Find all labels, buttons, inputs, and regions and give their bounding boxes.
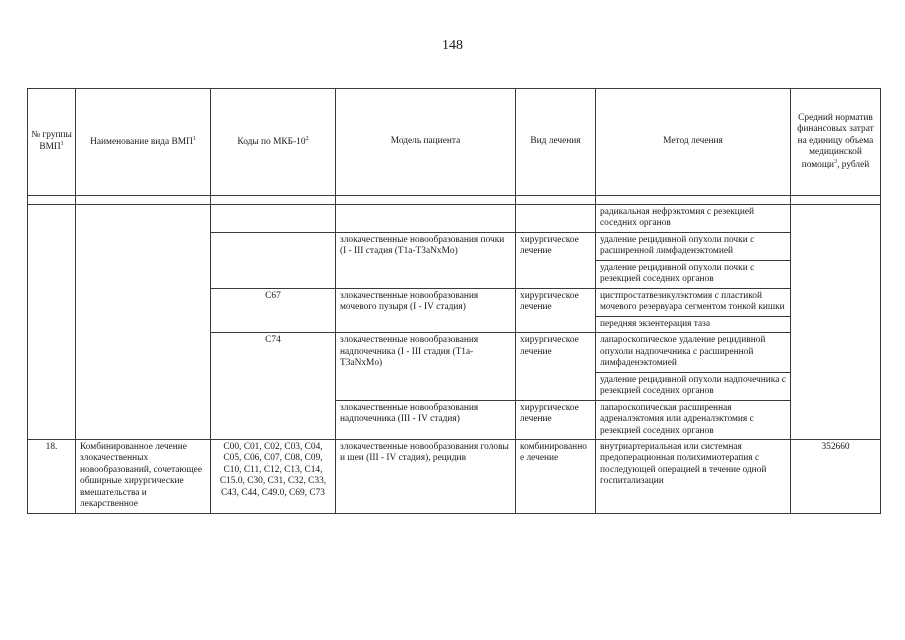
method-cell: радикальная нефрэктомия с резекцией соседних органов [596,205,791,233]
treatment-cell: хирургическое лечение [516,288,596,332]
vmp-table [27,88,881,514]
treatment-cell: хирургическое лечение [516,232,596,288]
spacer-row [28,196,881,205]
method-cell: лапароскопическое удаление рецидивной опухоли надпочечника с расширенной лимфаденэктомией [596,333,791,372]
header-icd-codes: Коды по МКБ-$10^2$ [211,89,336,196]
page-number: 148 [442,38,463,53]
cost-cell-empty [791,205,881,440]
codes-cell: C74 [211,333,336,440]
header-average-cost: Средний норматив финансовых затрат на единицу объема медицинской помощи$^3$, рублей [791,89,881,196]
method-cell: лапароскопическая расширенная адреналэктомия или адреналэктомия с резекцией соседних органов [596,400,791,439]
table-row [28,439,881,513]
codes-cell-empty [211,232,336,288]
group-number-cell: 18. [28,439,76,513]
vmp-name-cell: Комбинированное лечение злокачественных новообразований, сочетающее обширные хирургические вмешательства и лекарственное [76,439,211,513]
method-cell: удаление рецидивной опухоли надпочечника с резекцией соседних органов [596,372,791,400]
method-cell: цистпростатвезикулэктомия с пластикой мочевого резервуара сегментом тонкой кишки [596,288,791,316]
treatment-cell-empty [516,205,596,233]
header-treatment-type: Вид лечения [516,89,596,196]
treatment-cell: хирургическое лечение [516,400,596,439]
method-cell: удаление рецидивной опухоли почки с расширенной лимфаденэктомией [596,232,791,260]
vmp-name-cell-empty [76,205,211,440]
model-cell: злокачественные новообразования почки (I - III стадия (T1a-T3aNxMo) [336,232,516,288]
treatment-cell: хирургическое лечение [516,333,596,400]
cost-cell: 352660 [791,439,881,513]
table-row [28,205,881,233]
model-cell: злокачественные новообразования надпочечника (I - III стадия (T1a-T3aNxMo) [336,333,516,400]
model-cell-empty [336,205,516,233]
header-treatment-method: Метод лечения [596,89,791,196]
header-patient-model: Модель пациента [336,89,516,196]
codes-cell: C67 [211,288,336,332]
header-vmp-name: Наименование вида ВМП$^1$ [76,89,211,196]
header-row [28,89,881,196]
method-cell: удаление рецидивной опухоли почки с резекцией соседних органов [596,260,791,288]
treatment-cell: комбинированное лечение [516,439,596,513]
model-cell: злокачественные новообразования мочевого пузыря (I - IV стадия) [336,288,516,332]
model-cell: злокачественные новообразования надпочечника (III - IV стадия) [336,400,516,439]
model-cell: злокачественные новообразования головы и шеи (III - IV стадия), рецидив [336,439,516,513]
group-number-cell-empty [28,205,76,440]
header-group-number: № группы ВМП$^1$ [28,89,76,196]
method-cell: внутриартериальная или системная предоперационная полихимиотерапия с последующей операцией в течение одной госпитализации [596,439,791,513]
codes-cell: C00, C01, C02, C03, C04, C05, C06, C07, C08, C09, C10, C11, C12, C13, C14, C15.0, C30, C31, C32, C33, C43, C44, C49.0, C69, C73 [211,439,336,513]
method-cell: передняя экзентерация таза [596,316,791,332]
codes-cell-empty [211,205,336,233]
